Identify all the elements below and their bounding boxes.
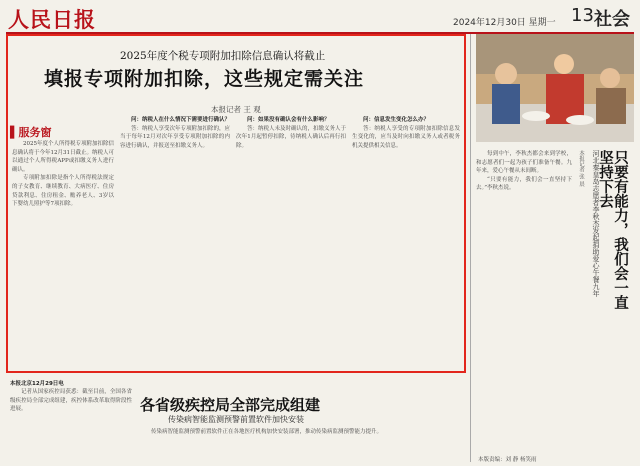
side-byline: 本报记者 张 晨 (578, 150, 584, 187)
page-number: 13 (571, 5, 594, 26)
photo-illustration (476, 34, 634, 142)
lead-question: 问：信息发生变化怎么办？ (363, 117, 430, 123)
column-divider (470, 34, 471, 462)
lead-question: 问：如果没有确认会有什么影响？ (247, 117, 330, 123)
bottom-column-main (140, 428, 466, 462)
side-headline[interactable]: 只要有能力，我们会一直坚持下去 (597, 150, 629, 310)
lead-column-2 (120, 116, 230, 368)
side-body (476, 150, 572, 452)
bottom-paragraph: 记者从国家疾控局获悉：截至目前，全国各省级疾控局全部完成组建，疾控体系改革取得阶段性进展。 (10, 389, 132, 413)
lead-column-1 (12, 140, 114, 368)
lead-paragraph: 答：纳税人享受的专项附加扣除信息发生变化的，应当及时向扣缴义务人或者税务机关提供相关信息。 (352, 125, 460, 149)
bottom-dateline: 本报北京12月29日电 (10, 381, 64, 387)
lead-column-3 (236, 116, 346, 368)
rubric-label: ▌服务窗 (10, 126, 52, 139)
bottom-paragraph: 传染病智能监测预警前置软件正在各地医疗机构加快安装部署，推动传染病监测预警能力提升。 (151, 429, 383, 435)
section-name: 社会 (594, 9, 630, 30)
lead-headline[interactable]: 填报专项附加扣除，这些规定需关注 (44, 68, 365, 90)
editor-credit: 本版责编：刘 静 杨笑雨 (478, 457, 537, 463)
lead-subtitle: 2025年度个税专项附加扣除信息确认将截止 (120, 50, 326, 62)
side-photo[interactable] (476, 34, 634, 142)
lead-column-4 (352, 116, 460, 368)
bottom-column-left (10, 388, 132, 462)
masthead-logo: 人民日报 (8, 7, 96, 32)
lead-paragraph: 答：纳税人享受次年专项附加扣除的，应当于每年12月对次年享受专项附加扣除的内容进行确认，并报送至扣缴义务人。 (120, 125, 230, 149)
lead-paragraph: 答：纳税人未及时确认的，扣缴义务人于次年1月起暂停扣除，待纳税人确认后再行扣除。 (236, 125, 346, 149)
lead-question: 问：纳税人在什么情况下需要进行确认？ (131, 117, 230, 123)
issue-date: 2024年12月30日 星期一 (453, 18, 556, 28)
side-paragraph: “只要有能力，我们会一直坚持下去。”李秋杰说。 (476, 176, 572, 192)
lead-paragraph: 专项附加扣除是指个人所得税法规定的子女教育、继续教育、大病医疗、住房贷款利息、住房租金、赡养老人、3岁以下婴幼儿照护等7项扣除。 (12, 175, 114, 208)
lead-byline: 本报记者 王 观 (211, 105, 261, 114)
side-paragraph: 每到中午，李秋杰都会来到学校，和志愿者们一起为孩子们准备午餐。九年来，爱心午餐从未间断。 (476, 151, 572, 175)
bottom-headline[interactable]: 各省级疾控局全部完成组建 (140, 396, 321, 414)
side-kicker: 河北秦皇岛志愿者李秋杰发起捐助爱心午餐九年 (592, 150, 600, 297)
lead-paragraph: 2025年度个人所得税专项附加扣除信息确认将于今年12月31日截止。纳税人可以通过个人所得税APP或扣缴义务人进行确认。 (12, 141, 114, 173)
bottom-subtitle: 传染病智能监测预警前置软件加快安装 (168, 415, 304, 424)
rubric-mark-icon: ▌ (10, 126, 19, 139)
